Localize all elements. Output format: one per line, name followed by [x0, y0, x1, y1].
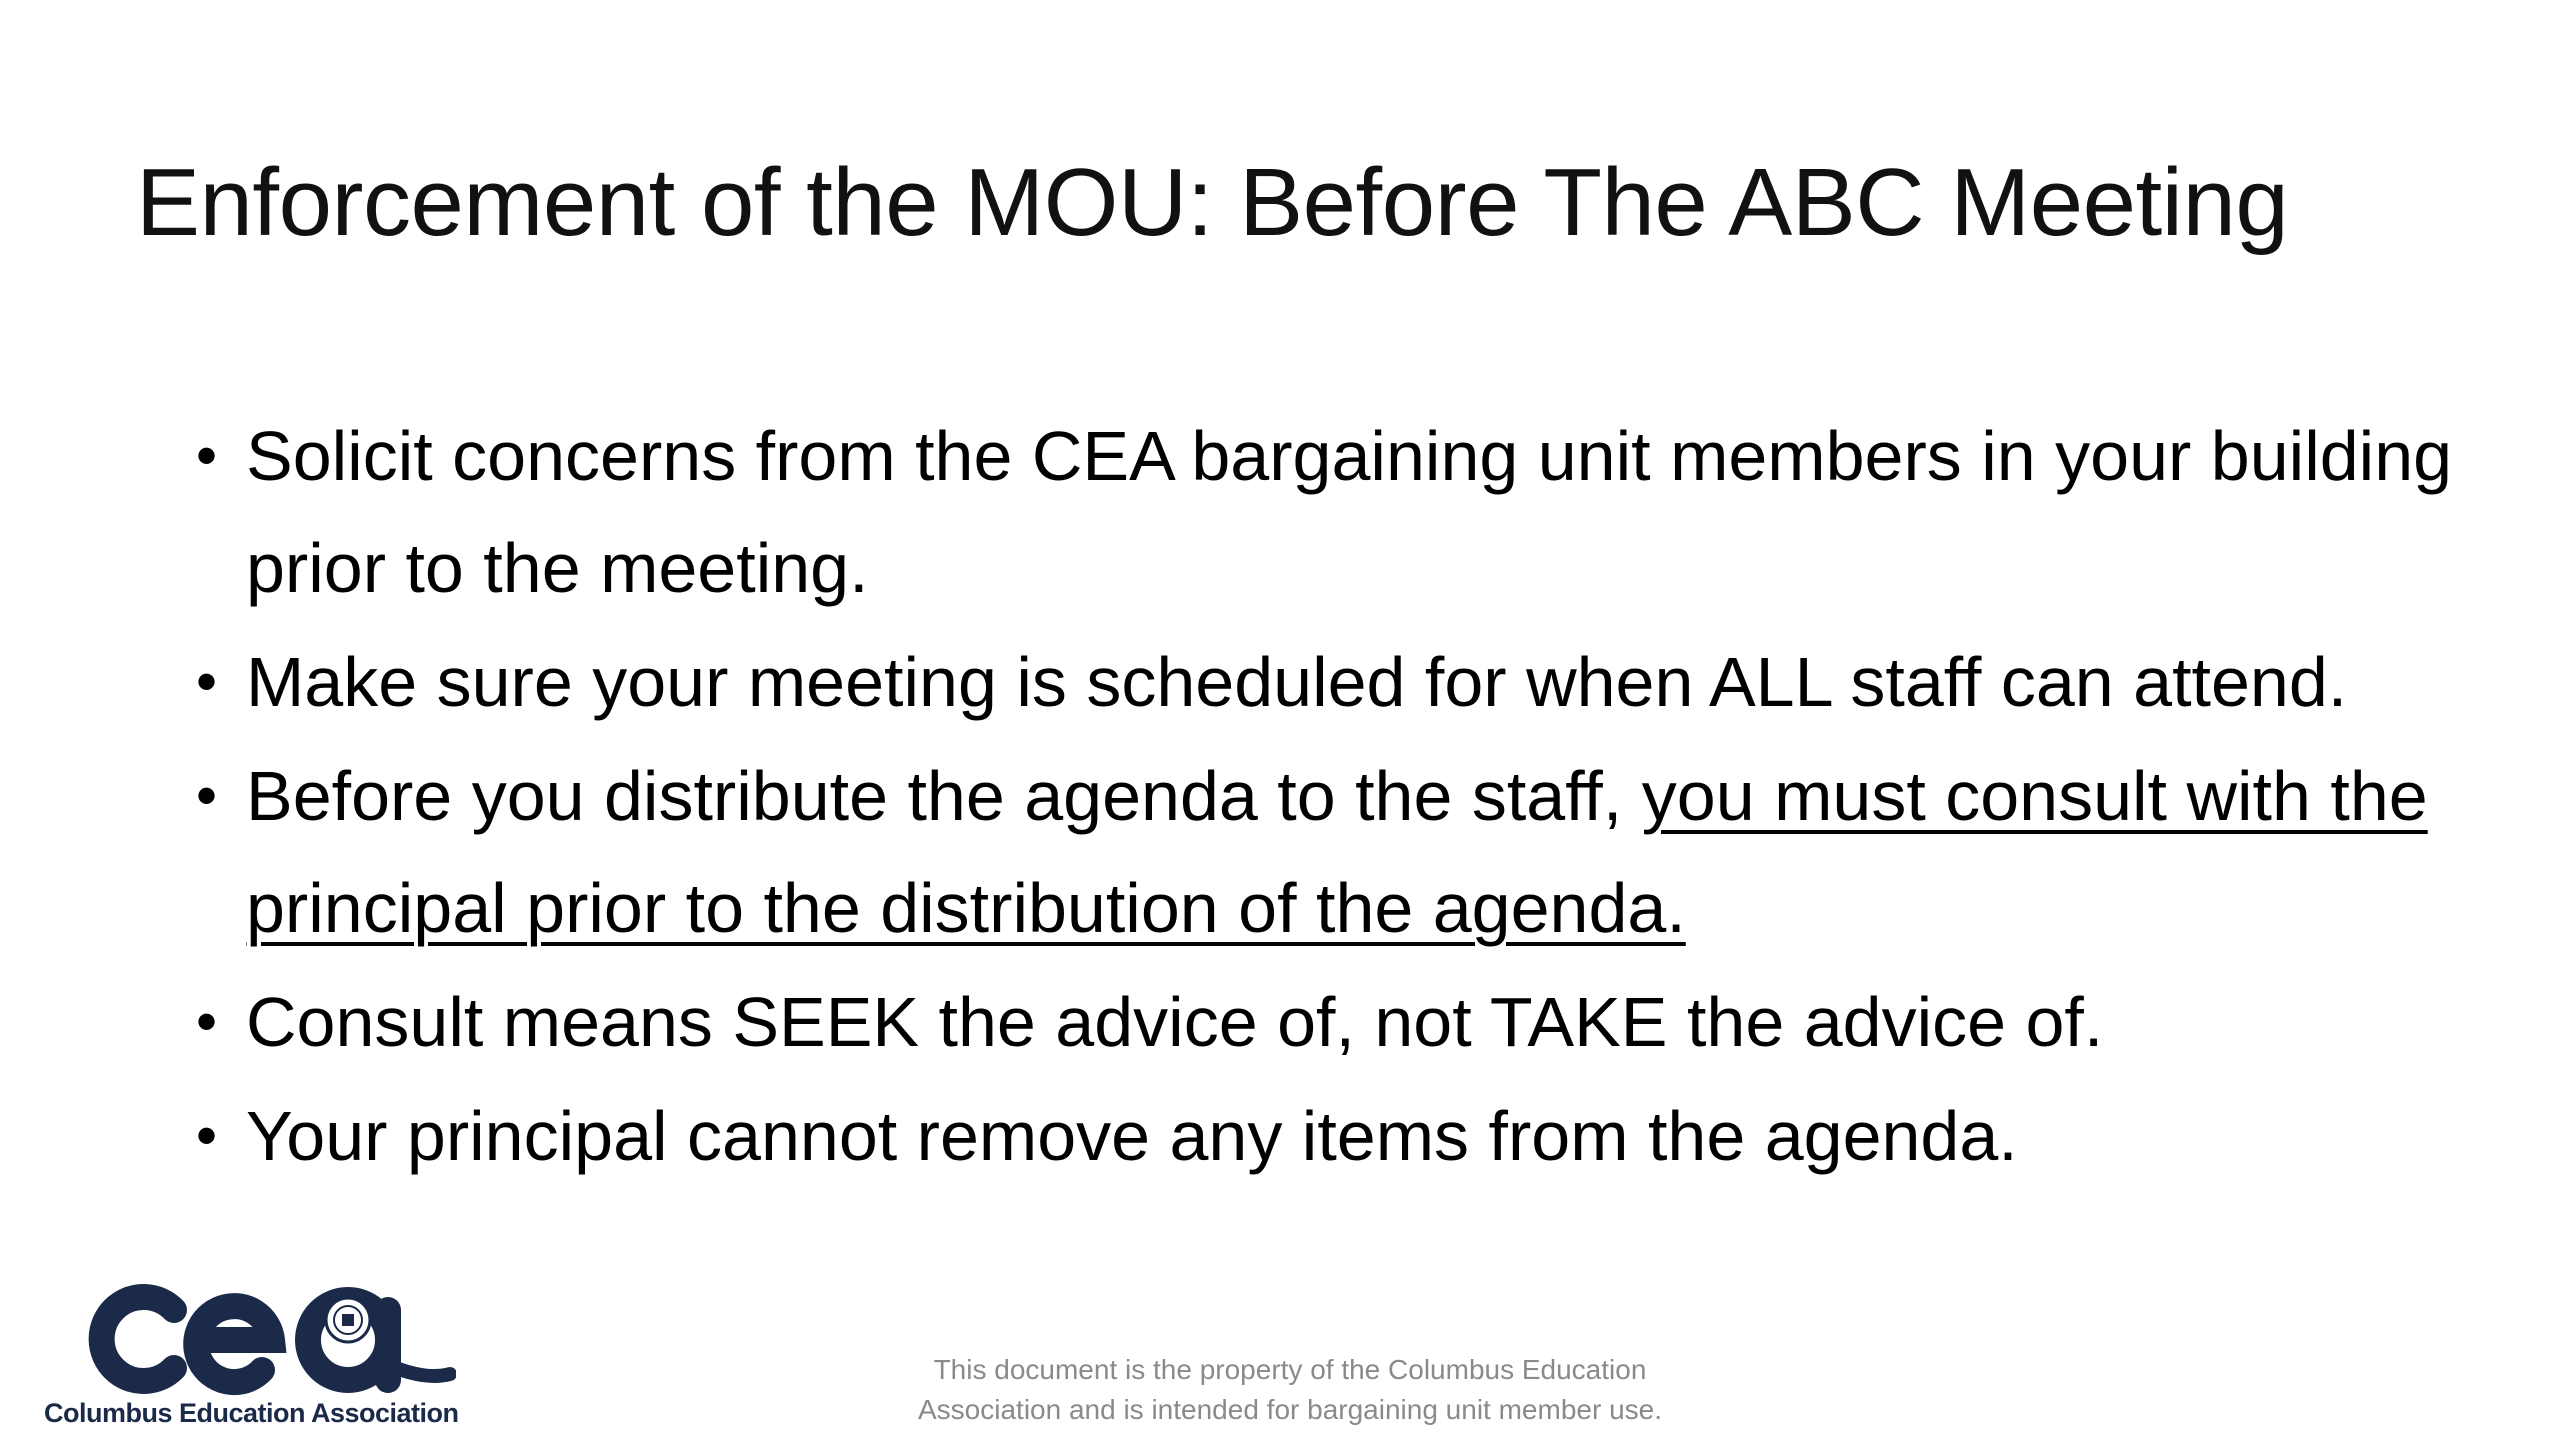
bullet-glyph: •	[196, 648, 218, 715]
bullet-item	[196, 1080, 2486, 1192]
bullet-text: Make sure your meeting is scheduled for when ALL staff can attend.	[246, 643, 2348, 721]
bullet-text: Solicit concerns from the CEA bargaining unit members in your building prior to the meeting.	[246, 417, 2453, 607]
bullet-glyph: •	[196, 988, 218, 1055]
bullet-text: Consult means SEEK the advice of, not TAKE the advice of.	[246, 983, 2104, 1061]
bullet-underlined-text: you must consult with the principal prior to the distribution of the agenda.	[246, 757, 2428, 947]
bullet-text: Your principal cannot remove any items from the agenda.	[246, 1097, 2018, 1175]
bullet-text: Before you distribute the agenda to the staff,	[246, 757, 1642, 835]
footer-line-1: This document is the property of the Columbus Education	[933, 1354, 1647, 1385]
bullet-item	[196, 626, 2486, 738]
bullet-item	[196, 400, 2486, 624]
bullet-glyph: •	[196, 422, 218, 489]
bullet-item	[196, 740, 2486, 964]
footer-line-2: Association and is intended for bargaining unit member use.	[918, 1394, 1662, 1425]
slide-title: Enforcement of the MOU: Before The ABC Meeting	[136, 149, 2289, 256]
bullet-item	[196, 966, 2486, 1078]
logo-caption: Columbus Education Association	[44, 1398, 459, 1428]
footer-notice	[880, 1350, 1700, 1430]
bullet-glyph: •	[196, 1102, 218, 1169]
cea-logo-icon	[66, 1270, 456, 1400]
bullet-list	[196, 400, 2486, 1194]
cea-logo	[44, 1270, 459, 1430]
bullet-glyph: •	[196, 762, 218, 829]
